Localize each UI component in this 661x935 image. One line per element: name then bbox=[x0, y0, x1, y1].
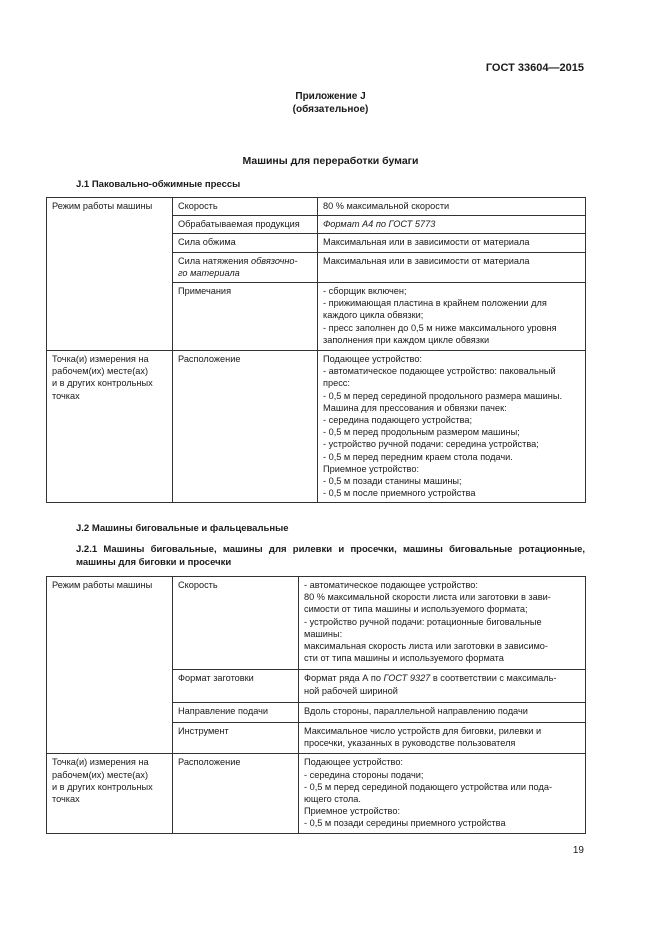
speed-line: сти от типа машины и используемого формата bbox=[304, 653, 504, 664]
speed-line: - автоматическое подающее устройство: bbox=[304, 580, 478, 590]
points-line: рабочем(их) месте(ах) bbox=[52, 769, 149, 780]
value-cell: Максимальная или в зависимости от материала bbox=[318, 234, 586, 252]
param-cell: Расположение bbox=[173, 351, 318, 503]
points-line: Точка(и) измерения на bbox=[52, 757, 149, 768]
value-cell bbox=[299, 577, 586, 670]
format-text: ной рабочей шириной bbox=[304, 685, 398, 696]
format-standard: ГОСТ 9327 bbox=[383, 673, 431, 684]
location-line: - 0,5 м позади середины приемного устройства bbox=[304, 818, 506, 829]
table-row bbox=[47, 754, 586, 833]
location-line: Машина для прессования и обвязки пачек: bbox=[323, 402, 507, 413]
page-number: 19 bbox=[572, 845, 584, 856]
speed-line: 80 % максимальной скорости листа или заготовки в зави- bbox=[304, 592, 551, 603]
param-text-italic: го материала bbox=[178, 267, 240, 278]
location-line: Приемное устройство: bbox=[304, 806, 401, 817]
table-j21 bbox=[46, 576, 586, 834]
format-text: Формат ряда А по bbox=[304, 673, 384, 684]
location-line: Подающее устройство: bbox=[323, 354, 422, 365]
table-row bbox=[47, 198, 586, 216]
param-text: Сила натяжения bbox=[178, 255, 251, 266]
param-cell bbox=[173, 252, 318, 282]
op-mode-cell: Режим работы машины bbox=[47, 198, 173, 351]
value-cell: 80 % максимальной скорости bbox=[318, 198, 586, 216]
table-row bbox=[47, 577, 586, 670]
speed-line: симости от типа машины и используемого формата; bbox=[304, 604, 528, 615]
param-cell: Расположение bbox=[173, 754, 299, 833]
page-title: Машины для переработки бумаги bbox=[242, 155, 419, 167]
tool-line: Максимальное число устройств для биговки, рилевки и bbox=[304, 726, 542, 737]
format-text: в соответствии с максималь- bbox=[430, 673, 557, 684]
speed-line: максимальная скорость листа или заготовки в зависимо- bbox=[304, 641, 548, 652]
location-line: - 0,5 м перед передним краем стола подачи. bbox=[323, 451, 513, 462]
location-line: ющего стола. bbox=[304, 794, 361, 805]
tool-line: просечки, указанных в руководстве пользователя bbox=[304, 738, 516, 749]
note-line: - сборщик включен; bbox=[323, 286, 407, 297]
points-line: точках bbox=[52, 390, 80, 401]
annex-subtitle: (обязательное) bbox=[292, 104, 369, 115]
table-row bbox=[47, 351, 586, 503]
table-j1 bbox=[46, 197, 586, 503]
annex-title: Приложение J bbox=[295, 91, 366, 102]
value-cell: Формат А4 по ГОСТ 5773 bbox=[318, 216, 586, 234]
param-text-italic: обвязочно- bbox=[250, 255, 298, 266]
location-line: - середина подающего устройства; bbox=[323, 415, 473, 426]
standard-number: ГОСТ 33604—2015 bbox=[485, 62, 584, 74]
value-cell bbox=[299, 754, 586, 833]
value-cell: Максимальная или в зависимости от материала bbox=[318, 252, 586, 282]
value-cell: Вдоль стороны, параллельной направлению подачи bbox=[299, 702, 586, 722]
points-line: и в других контрольных bbox=[52, 378, 153, 389]
note-line: - пресс заполнен до 0,5 м ниже максимального уровня bbox=[323, 322, 557, 333]
location-line: - автоматическое подающее устройство: паковальный bbox=[323, 366, 556, 377]
param-cell: Скорость bbox=[173, 577, 299, 670]
value-cell bbox=[299, 670, 586, 702]
value-cell bbox=[318, 351, 586, 503]
location-line: Подающее устройство: bbox=[304, 757, 403, 768]
points-line: Точка(и) измерения на bbox=[52, 354, 149, 365]
param-cell: Направление подачи bbox=[173, 702, 299, 722]
param-cell: Скорость bbox=[173, 198, 318, 216]
param-cell: Примечания bbox=[173, 283, 318, 351]
location-line: - 0,5 м перед серединой продольного размера машины. bbox=[323, 390, 562, 401]
points-cell bbox=[47, 351, 173, 503]
note-line: заполнения при каждом цикле обвязки bbox=[323, 334, 490, 345]
location-line: - 0,5 м перед продольным размером машины; bbox=[323, 427, 520, 438]
points-line: точках bbox=[52, 794, 80, 805]
value-cell bbox=[299, 723, 586, 754]
param-cell: Инструмент bbox=[173, 723, 299, 754]
param-cell: Формат заготовки bbox=[173, 670, 299, 702]
location-line: Приемное устройство: bbox=[323, 463, 420, 474]
points-line: и в других контрольных bbox=[52, 781, 153, 792]
speed-line: машины: bbox=[304, 628, 343, 639]
location-line: - устройство ручной подачи: середина устройства; bbox=[323, 439, 539, 450]
value-cell bbox=[318, 283, 586, 351]
section-heading-j21: J.2.1 Машины биговальные, машины для рилевки и просечки, машины биговальные ротационные, машины для биговки и просечки bbox=[76, 544, 585, 568]
section-heading-j1: J.1 Паковально-обжимные прессы bbox=[76, 179, 241, 190]
points-cell bbox=[47, 754, 173, 833]
op-mode-cell: Режим работы машины bbox=[47, 577, 173, 754]
speed-line: - устройство ручной подачи: ротационные биговальные bbox=[304, 616, 542, 627]
note-line: - прижимающая пластина в крайнем положении для bbox=[323, 298, 547, 309]
location-line: - середина стороны подачи; bbox=[304, 769, 424, 780]
param-cell: Обрабатываемая продукция bbox=[173, 216, 318, 234]
location-line: пресс: bbox=[323, 378, 350, 389]
location-line: - 0,5 м после приемного устройства bbox=[323, 488, 476, 499]
param-cell: Сила обжима bbox=[173, 234, 318, 252]
location-line: - 0,5 м перед серединой подающего устройства или пода- bbox=[304, 781, 552, 792]
points-line: рабочем(их) месте(ах) bbox=[52, 366, 149, 377]
location-line: - 0,5 м позади станины машины; bbox=[323, 476, 462, 487]
section-heading-j2: J.2 Машины биговальные и фальцевальные bbox=[76, 523, 289, 534]
note-line: каждого цикла обвязки; bbox=[323, 310, 424, 321]
